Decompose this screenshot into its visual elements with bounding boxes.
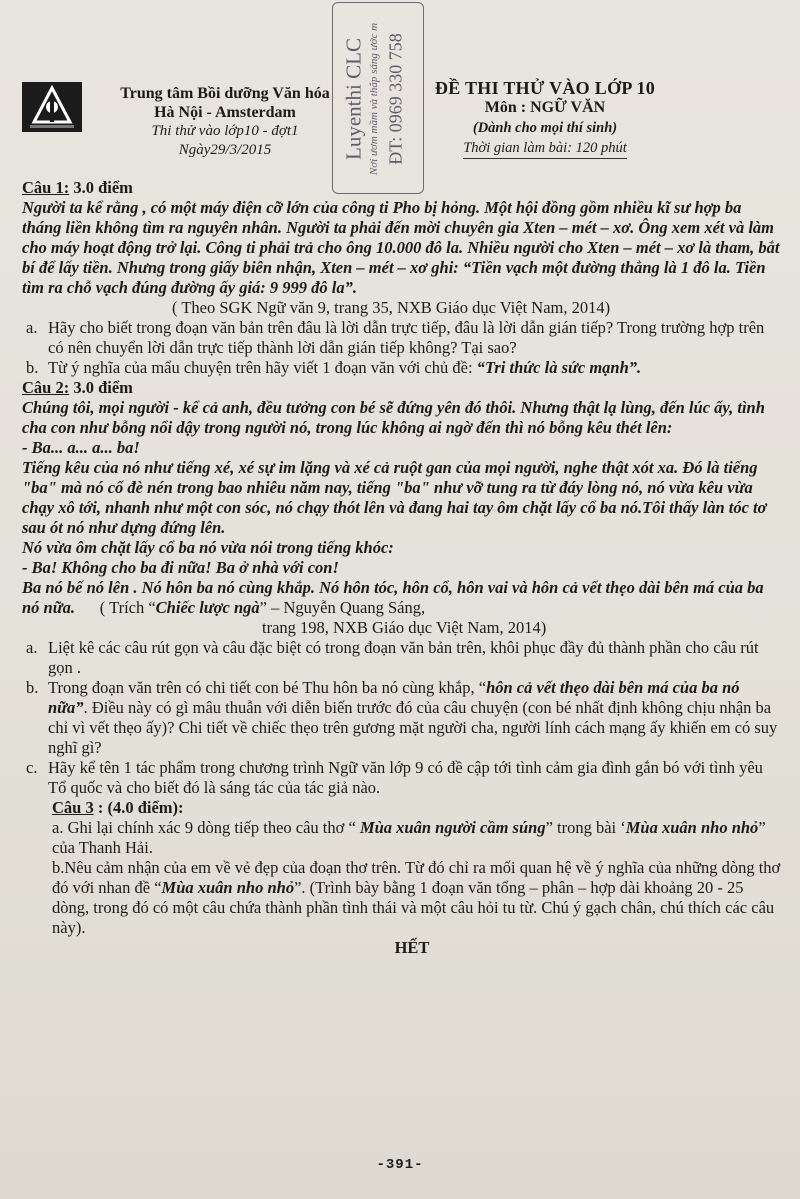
school-name: Trung tâm Bồi dưỡng Văn hóa: [120, 85, 330, 102]
exam-date: Ngày29/3/2015: [178, 142, 272, 158]
page-number: -391-: [376, 1157, 424, 1173]
exam-title: ĐỀ THI THỬ VÀO LỚP 10: [434, 78, 656, 98]
q2-part-a: a. Liệt kê các câu rút gọn và câu đặc biệt có trong đoạn văn bản trên, khôi phục đầy đủ thành phần cho câu rút gọn .: [26, 638, 759, 677]
q2-passage-1: Chúng tôi, mọi người - kể cả anh, đều tưởng con bé sẽ đứng yên đó thôi. Nhưng thật lạ lùng, đến lúc ấy, tình cha con như bỗng nổi dậy trong người nó, trong lúc không ai ngờ đến thì nó bỗng kêu thét lên:: [22, 398, 765, 437]
exam-header: [430, 78, 660, 159]
q1-heading: Câu 1: 3.0 điểm: [22, 178, 133, 197]
stamp-slogan: Nơi ươm mầm và thắp sáng ước m: [368, 22, 380, 176]
contact-stamp: [332, 2, 424, 194]
q1-source: ( Theo SGK Ngữ văn 9, trang 35, NXB Giáo dục Việt Nam, 2014): [172, 298, 611, 317]
end-marker: HẾT: [394, 938, 430, 957]
exam-subject: Môn : NGỮ VĂN: [484, 99, 606, 116]
q2-part-b: b. Trong đoạn văn trên có chi tiết con bé Thu hôn ba nó cùng khắp, “hôn cả vết thẹo dài bên má của ba nó nữa”. Điều này có gì mâu thuẫn với diễn biến trước đó của câu chuyện (con bé nhất định không chịu nhận ba chỉ vì vết thẹo ấy)? Chi tiết về chiếc thẹo trên gương mặt người cha, người lính cách mạng ấy khiến em có suy nghĩ gì?: [26, 678, 778, 757]
exam-round: Thi thử vào lớp10 - đợt1: [151, 123, 299, 139]
q2-passage-2: - Ba... a... a... ba!: [22, 438, 140, 457]
exam-time: Thời gian làm bài: 120 phút: [463, 138, 627, 159]
stamp-brand: Luyenthi CLC: [341, 38, 366, 160]
exam-content: [22, 178, 782, 958]
q2-part-c: c. Hãy kể tên 1 tác phẩm trong chương trình Ngữ văn lớp 9 có đề cập tới tình cảm gia đình gắn bó với tình yêu Tổ quốc và cho biết đó là sáng tác của tác giả nào.: [26, 758, 763, 797]
q2-passage-3: Tiếng kêu của nó như tiếng xé, xé sự im lặng và xé cả ruột gan của mọi người, nghe thật xót xa. Đó là tiếng "ba" mà nó cố đè nén trong bao nhiêu năm nay, tiếng "ba" như vỡ tung ra từ đáy lòng nó, nó vừa kêu vừa chạy xô tới, nhanh như một con sóc, nó chạy thót lên và đang hai tay ôm chặt lấy cổ ba nó.Tôi thấy làn tóc tơ sau ót nó như dựng đứng lên.: [22, 458, 767, 537]
q1-part-b: b. Từ ý nghĩa của mẩu chuyện trên hãy viết 1 đoạn văn với chủ đề: “Tri thức là sức mạnh”.: [26, 358, 642, 377]
q2-passage-5: - Ba! Không cho ba đi nữa! Ba ở nhà với con!: [22, 558, 339, 577]
q1-part-a: a. Hãy cho biết trong đoạn văn bản trên đâu là lời dẫn trực tiếp, đâu là lời dẫn gián tiếp? Trong trường hợp trên có nên chuyển lời dẫn trực tiếp thành lời dẫn gián tiếp không? Tại sao?: [26, 318, 765, 357]
stamp-phone: ĐT: 0969 330 758: [385, 33, 406, 165]
q2-passage-4: Nó vừa ôm chặt lấy cổ ba nó vừa nói trong tiếng khóc:: [22, 538, 394, 557]
q3-heading: Câu 3 : (4.0 điểm):: [52, 798, 184, 817]
q2-heading: Câu 2: 3.0 điểm: [22, 378, 133, 397]
q3-part-b: b.Nêu cảm nhận của em về vẻ đẹp của đoạn thơ trên. Từ đó chỉ ra mối quan hệ về ý nghĩa của những dòng thơ đó với nhan đề “Mùa xuân nho nhỏ”. (Trình bày bằng 1 đoạn văn tổng – phân – hợp dài khoảng 20 - 25 dòng, trong đó có một câu chứa thành phần tình thái và một câu hỏi tu từ. Chú ý gạch chân, chú thích các câu này).: [52, 858, 781, 937]
q3-block: [22, 798, 782, 938]
school-info: [100, 84, 350, 160]
q1-passage: Người ta kể rằng , có một máy điện cỡ lớn của công ti Pho bị hỏng. Một hội đồng gồm nhiều kĩ sư hợp ba tháng liền không tìm ra nguyên nhân. Người ta phải đến mời chuyên gia Xten – mét – xơ. Ông xem xét và làm cho máy hoạt động trở lại. Công ti phải trả cho ông 10.000 đô la. Nhiều người cho Xten – mét – xơ là tham, bắt bí để lấy tiền. Nhưng trong giấy biên nhận, Xten – mét – xơ ghi: “Tiền vạch một đường thẳng là 1 đô la. Tiền tìm ra chỗ vạch đúng đường ấy giá: 9 999 đô la”.: [22, 198, 780, 297]
q2-passage-6-with-source: Ba nó bế nó lên . Nó hôn ba nó cùng khắp. Nó hôn tóc, hôn cổ, hôn vai và hôn cả vết thẹo dài bên má của ba nó nữa. ( Trích “Chiếc lược ngà” – Nguyễn Quang Sáng,: [22, 578, 764, 617]
amsterdam-logo-icon: [22, 82, 82, 132]
school-place: Hà Nội - Amsterdam: [154, 104, 296, 121]
q3-part-a: a. Ghi lại chính xác 9 dòng tiếp theo câu thơ “ Mùa xuân người cầm súng” trong bài ‘Mùa xuân nho nhỏ” của Thanh Hải.: [52, 818, 766, 857]
exam-audience: (Dành cho mọi thí sinh): [472, 120, 618, 136]
q2-source-line2: trang 198, NXB Giáo dục Việt Nam, 2014): [262, 618, 547, 637]
